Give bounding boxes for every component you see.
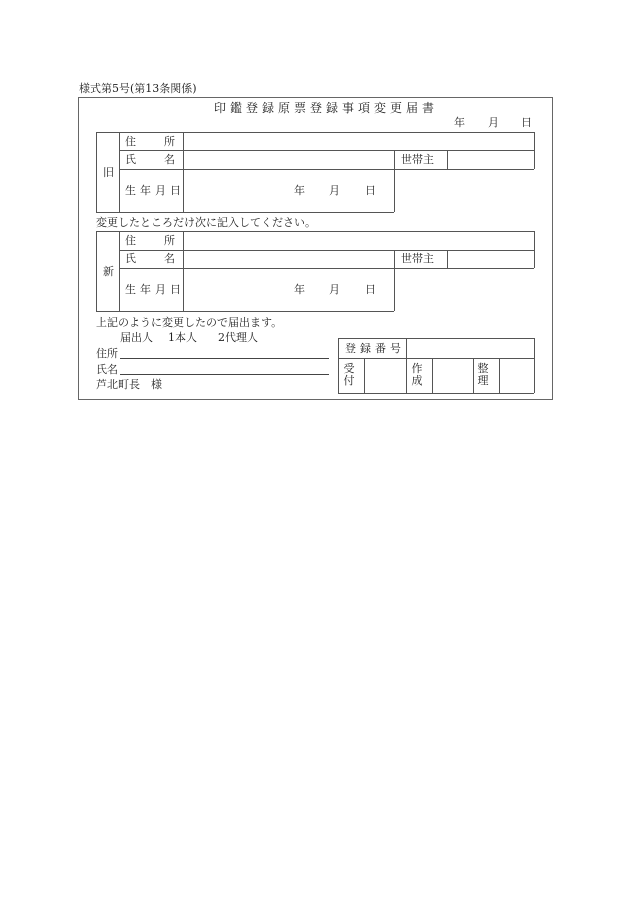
- old-householder-label: 世帯主: [401, 153, 434, 166]
- new-householder-field[interactable]: [448, 251, 533, 267]
- registration-number-label: 登録番号: [345, 342, 405, 355]
- created-label-2: 成: [411, 374, 423, 387]
- new-name-field[interactable]: [184, 251, 393, 267]
- received-label-1: 受: [343, 362, 355, 375]
- new-birthdate-label: 生年月日: [125, 283, 185, 296]
- new-name-label-2: 名: [164, 252, 175, 265]
- date-day-label: 日: [521, 116, 532, 129]
- received-label-2: 付: [343, 374, 355, 387]
- new-birth-month-unit: 月: [329, 283, 340, 296]
- form-title: 印鑑登録原票登録事項変更届書: [214, 101, 439, 115]
- organized-stamp-field[interactable]: [500, 359, 533, 392]
- organized-label-1: 整: [477, 362, 489, 375]
- old-birth-year-unit: 年: [294, 184, 305, 197]
- registration-number-field[interactable]: [407, 339, 533, 357]
- received-stamp-field[interactable]: [365, 359, 405, 392]
- applicant-address-line[interactable]: [120, 358, 329, 359]
- new-address-label-2: 所: [164, 234, 175, 247]
- new-birth-year-unit: 年: [294, 283, 305, 296]
- old-name-field[interactable]: [184, 151, 393, 168]
- old-address-field[interactable]: [184, 133, 533, 150]
- old-address-label-1: 住: [125, 135, 136, 148]
- old-name-label-2: 名: [164, 153, 175, 166]
- applicant-name-label: 氏名: [96, 363, 118, 376]
- old-householder-field[interactable]: [448, 151, 533, 168]
- declaration-text: 上記のように変更したので届出ます。: [96, 316, 283, 329]
- old-birthdate-label: 生年月日: [125, 184, 185, 197]
- old-name-label-1: 氏: [125, 153, 136, 166]
- new-address-field[interactable]: [184, 232, 533, 249]
- created-stamp-field[interactable]: [433, 359, 472, 392]
- new-birthdate-field[interactable]: [184, 269, 393, 310]
- new-name-label-1: 氏: [125, 252, 136, 265]
- applicant-option-agent[interactable]: 2代理人: [218, 331, 258, 344]
- instruction-text: 変更したところだけ次に記入してください。: [96, 216, 316, 229]
- old-birth-month-unit: 月: [329, 184, 340, 197]
- organized-label-2: 理: [477, 374, 489, 387]
- new-birth-day-unit: 日: [365, 283, 376, 296]
- old-birthdate-field[interactable]: [184, 170, 393, 211]
- old-address-label-2: 所: [164, 135, 175, 148]
- addressee-text: 芦北町長 様: [96, 378, 162, 391]
- created-label-1: 作: [411, 362, 423, 375]
- new-address-label-1: 住: [125, 234, 136, 247]
- new-section-label: 新: [103, 265, 114, 278]
- applicant-name-line[interactable]: [120, 374, 329, 375]
- date-month-label: 月: [488, 116, 499, 129]
- applicant-label: 届出人: [120, 331, 153, 344]
- old-section-label: 旧: [103, 166, 114, 179]
- form-number-label: 様式第5号(第13条関係): [79, 82, 197, 95]
- new-householder-label: 世帯主: [401, 252, 434, 265]
- old-birth-day-unit: 日: [365, 184, 376, 197]
- date-year-label: 年: [454, 116, 465, 129]
- applicant-address-label: 住所: [96, 347, 118, 360]
- applicant-option-self[interactable]: 1本人: [168, 331, 197, 344]
